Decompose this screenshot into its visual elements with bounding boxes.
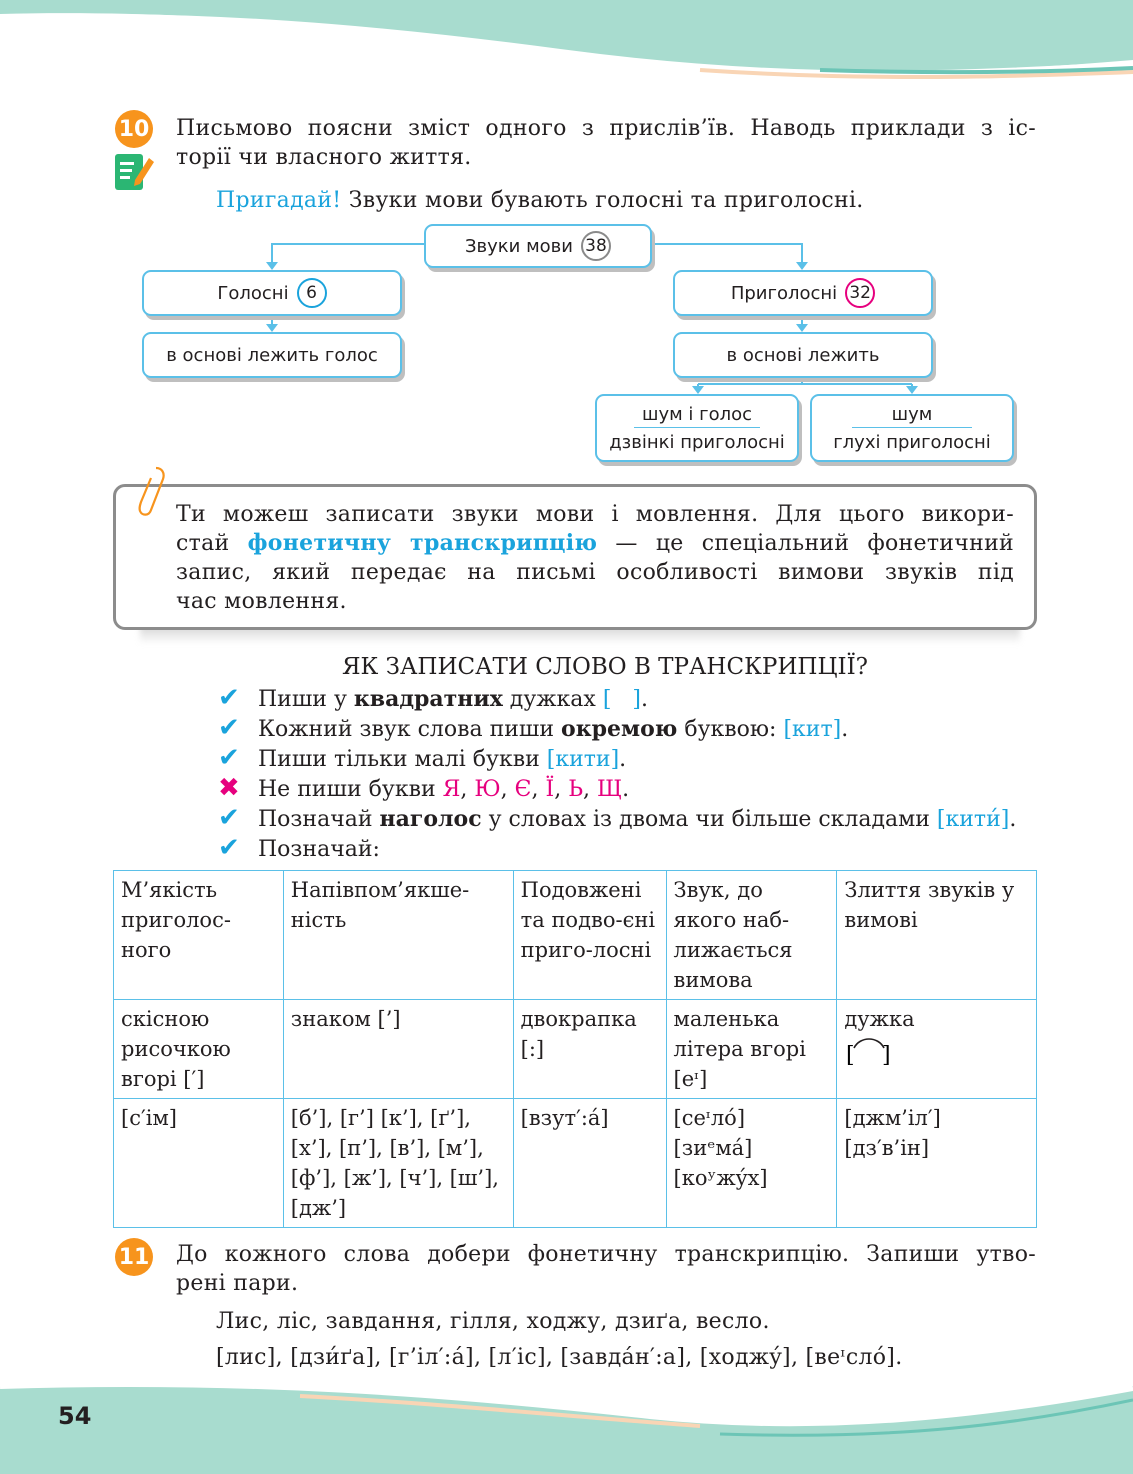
task11-text xyxy=(176,1240,1036,1298)
rule-4-pre: Не пиши букви xyxy=(258,777,443,802)
task11-words: Лис, ліс, завдання, гілля, ходжу, дзиґа, весло. xyxy=(216,1309,770,1334)
table-cell: [б’], [г’] [к’], [ґ’], [х’], [п’], [в’], [м’], [ф’], [ж’], [ч’], [ш’], [дж’] xyxy=(283,1099,513,1228)
table-cell: [с′ім] xyxy=(114,1099,284,1228)
svg-text:]: ] xyxy=(882,1043,891,1068)
check-icon: ✔ xyxy=(218,713,240,743)
voiced-box xyxy=(595,394,799,462)
bottom-wave-decoration xyxy=(0,1374,1133,1474)
letter-1: Я xyxy=(442,777,461,802)
note-line2 xyxy=(176,529,1014,558)
table-cell: [сеᶦлó] [зиᵉмá] [коʸжýх] xyxy=(666,1099,837,1228)
vowels-label: Голосні xyxy=(217,282,289,304)
check-icon: ✔ xyxy=(218,743,240,773)
rule-5 xyxy=(218,803,1016,835)
table-header-cell: Напівпом’якше-ність xyxy=(283,871,513,1000)
task11-transcriptions: [лис], [дзи́ґа], [г’іл′:á], [л′іс], [завдáн′:а], [ходжý], [веᶦсло́]. xyxy=(216,1345,903,1370)
table-row xyxy=(114,1000,1037,1099)
rule-4: ✖ Не пиши букви Я, Ю, Є, Ї, Ь, Щ. xyxy=(218,773,630,803)
rule-1-post: дужках xyxy=(502,687,603,712)
check-icon: ✔ xyxy=(218,683,240,713)
consonants-basis: в основі лежить xyxy=(726,344,880,366)
root-count: 38 xyxy=(581,231,611,261)
rule-2-end: . xyxy=(841,717,849,742)
table-cell: скісною рисочкою вгорі [′] xyxy=(114,1000,284,1099)
letter-4: Ї xyxy=(545,777,555,802)
note-line2-pre: стай xyxy=(176,531,248,556)
table-header-cell: Подовжені та подво-єні приго-лосні xyxy=(513,871,666,1000)
rule-5-bold: наголос xyxy=(379,806,482,832)
transcription-table xyxy=(113,870,1037,1228)
note-term: фонетичну транскрипцію xyxy=(247,530,598,556)
task11-line1: До кожного слова добери фонетичну транскрипцію. Запиши утво- xyxy=(176,1242,1036,1267)
vowels-basis-box xyxy=(142,332,402,378)
rule-5-example: [кити́] xyxy=(936,807,1010,832)
task-number-badge: 11 xyxy=(115,1238,153,1276)
voiced-bottom: дзвінкі приголосні xyxy=(609,431,785,453)
howto-heading: ЯК ЗАПИСАТИ СЛОВО В ТРАНСКРИПЦІЇ? xyxy=(341,654,869,680)
note-line4: час мовлення. xyxy=(176,589,347,614)
rule-2-post: буквою: xyxy=(677,717,784,742)
voiceless-bottom: глухі приголосні xyxy=(833,431,991,453)
check-icon: ✔ xyxy=(218,803,240,833)
rule-3-example: [кити] xyxy=(546,747,620,772)
check-icon: ✔ xyxy=(218,833,240,863)
table-cell: [взут′:á] xyxy=(513,1099,666,1228)
table-cell: [джм’іл′] [дз′в’ін] xyxy=(837,1099,1037,1228)
rule-1-bold: квадратних xyxy=(353,686,503,712)
voiceless-box xyxy=(810,394,1014,462)
consonants-basis-box xyxy=(673,332,933,378)
table-row xyxy=(114,871,1037,1000)
vowels-box xyxy=(142,270,402,316)
table-row xyxy=(114,1099,1037,1228)
task-number-badge: 10 xyxy=(115,110,153,148)
rule-1-pre: Пиши у xyxy=(258,687,354,712)
arc-mark-label: дужка xyxy=(844,1007,915,1031)
rule-6 xyxy=(218,833,380,865)
letter-3: Є xyxy=(514,777,532,802)
remember-label: Пригадай! xyxy=(216,188,342,213)
task11-line2: рені пари. xyxy=(176,1271,299,1296)
rule-4-end: . xyxy=(622,777,630,802)
consonants-box xyxy=(673,270,933,316)
root-label: Звуки мови xyxy=(465,235,573,257)
rule-2-example: [кит] xyxy=(783,717,842,742)
arc-bracket-icon xyxy=(844,1034,894,1068)
task10-line2: торії чи власного життя. xyxy=(176,145,472,170)
rule-5-end: . xyxy=(1009,807,1017,832)
vowels-count: 6 xyxy=(297,278,327,308)
voiceless-top: шум xyxy=(852,404,973,428)
cross-icon: ✖ xyxy=(218,773,240,803)
consonants-count: 32 xyxy=(845,278,875,308)
consonants-label: Приголосні xyxy=(730,282,838,304)
rule-2 xyxy=(218,713,848,745)
rule-5-post: у словах із двома чи більше складами xyxy=(481,807,937,832)
note-line1: Ти можеш записати звуки мови і мовлення. Для цього викори- xyxy=(176,502,1014,527)
paperclip-icon xyxy=(134,464,170,520)
rule-1-example: [ ] xyxy=(602,687,641,712)
table-header-cell: Злиття звуків у вимові xyxy=(837,871,1037,1000)
table-header-cell: М’якість приголос-ного xyxy=(114,871,284,1000)
note-line3: запис, який передає на письмі особливості вимови звуків під xyxy=(176,560,1014,585)
letter-2: Ю xyxy=(474,777,501,802)
note-line2-post: — це спеціальний фонетичний xyxy=(597,531,1014,556)
page-number: 54 xyxy=(58,1402,92,1430)
root-box-sounds xyxy=(424,224,652,268)
rule-1-end: . xyxy=(640,687,648,712)
table-cell: знаком [’] xyxy=(283,1000,513,1099)
rule-3 xyxy=(218,743,626,775)
task10-line1: Письмово поясни зміст одного з прислів’їв. Наводь приклади з іс- xyxy=(176,116,1036,141)
table-header-cell: Звук, до якого наб-лижається вимова xyxy=(666,871,837,1000)
table-cell: двокрапка [:] xyxy=(513,1000,666,1099)
rule-6-text: Позначай: xyxy=(258,837,380,862)
rule-2-pre: Кожний звук слова пиши xyxy=(258,717,562,742)
letter-6: Щ xyxy=(597,777,623,802)
rule-2-bold: окремою xyxy=(561,716,678,742)
rule-3-end: . xyxy=(619,747,627,772)
table-cell-arc xyxy=(837,1000,1037,1099)
remember-text: Звуки мови бувають голосні та приголосні. xyxy=(341,188,864,213)
note-text xyxy=(176,500,1014,616)
svg-text:[: [ xyxy=(846,1043,855,1068)
table-cell: маленька літера вгорі [еᶦ] xyxy=(666,1000,837,1099)
rule-5-pre: Позначай xyxy=(258,807,380,832)
letter-5: Ь xyxy=(568,777,584,802)
vowels-basis: в основі лежить голос xyxy=(166,344,378,366)
rule-3-pre: Пиши тільки малі букви xyxy=(258,747,547,772)
voiced-top: шум і голос xyxy=(634,404,760,428)
rule-1 xyxy=(218,683,648,715)
